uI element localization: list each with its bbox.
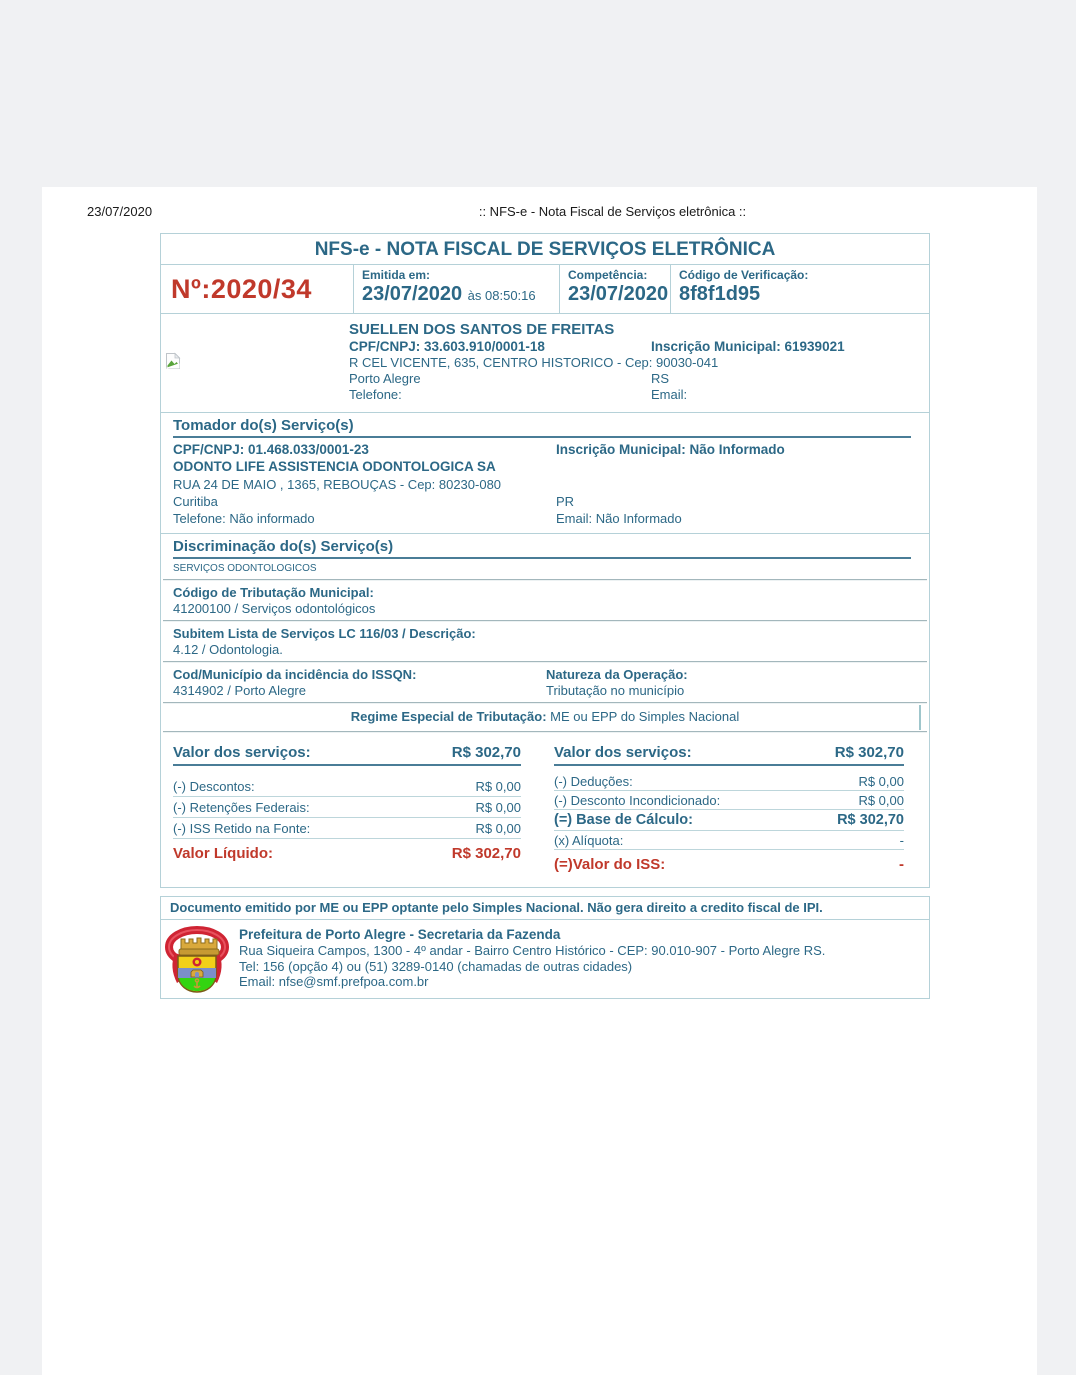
tomador-municipal-registration: Inscrição Municipal: Não Informado: [556, 442, 785, 457]
invoice-number: Nº:2020/34: [171, 273, 312, 304]
prefeitura-footer: [160, 920, 930, 999]
regime-row: [161, 704, 929, 731]
competence-date: 23/07/2020: [568, 283, 669, 305]
tomador-cpf: CPF/CNPJ: 01.468.033/0001-23: [173, 442, 369, 457]
tomador-section: [161, 412, 929, 533]
provider-city-row: [349, 371, 929, 387]
total-label: (-) Deduções:: [554, 774, 633, 790]
tomador-name: ODONTO LIFE ASSISTENCIA ODONTOLOGICA SA: [173, 459, 496, 475]
tomador-phone: Telefone: Não informado: [173, 511, 315, 527]
total-row: [554, 743, 904, 766]
verification-code: 8f8f1d95: [679, 283, 761, 305]
provider-email: Email:: [651, 387, 688, 402]
provider-municipal-registration: Inscrição Municipal: 61939021: [651, 339, 845, 354]
total-label: (=)Valor do ISS:: [554, 856, 666, 874]
provider-text-block: [349, 321, 929, 403]
total-label: (x) Alíquota:: [554, 833, 624, 849]
total-value: -: [899, 833, 904, 849]
regime-label: Regime Especial de Tributação:: [350, 709, 547, 725]
broken-image-icon: [165, 352, 181, 375]
verification-cell: [670, 265, 929, 313]
provider-contact-row: [349, 387, 929, 403]
provider-phone: Telefone:: [349, 387, 402, 402]
simples-nacional-note: Documento emitido por ME ou EPP optante pelo Simples Nacional. Não gera direito a credito fiscal de IPI.: [160, 896, 930, 920]
issqn-value: 4314902 / Porto Alegre: [173, 683, 306, 699]
tomador-state: PR: [556, 493, 575, 509]
services-heading: Discriminação do(s) Serviço(s): [173, 538, 911, 559]
total-row: [554, 772, 904, 791]
tomador-city: Curitiba: [173, 493, 218, 509]
total-row: [173, 743, 521, 766]
footer-address: Rua Siqueira Campos, 1300 - 4º andar - Bairro Centro Histórico - CEP: 90.010-907 - Porto Alegre RS.: [239, 943, 826, 959]
total-row-base-calculo: [554, 810, 904, 831]
issqn-col: [173, 667, 917, 699]
provider-state: RS: [651, 371, 670, 386]
competence-cell: [559, 265, 670, 313]
print-header-date: 23/07/2020: [87, 204, 153, 219]
subitem-label: Subitem Lista de Serviços LC 116/03 / Descrição:: [173, 626, 476, 642]
issued-label: Emitida em:: [362, 268, 431, 282]
print-header-title: :: NFS-e - Nota Fiscal de Serviços eletrônica ::: [478, 204, 747, 219]
invoice-title: NFS-e - NOTA FISCAL DE SERVIÇOS ELETRÔNICA: [314, 239, 776, 260]
provider-name: SUELLEN DOS SANTOS DE FREITAS: [349, 321, 615, 338]
total-row-valor-iss: [554, 850, 904, 873]
total-value: -: [899, 856, 904, 874]
total-label: (-) ISS Retido na Fonte:: [173, 821, 311, 837]
tomador-cpf-row: [173, 441, 917, 458]
footer-email: Email: nfse@smf.prefpoa.com.br: [239, 974, 429, 990]
total-value: R$ 302,70: [837, 812, 904, 829]
total-row: [173, 818, 521, 839]
tomador-heading: Tomador do(s) Serviço(s): [173, 417, 911, 438]
footer-phone: Tel: 156 (opção 4) ou (51) 3289-0140 (chamadas de outras cidades): [239, 958, 633, 974]
tomador-email: Email: Não Informado: [556, 511, 682, 527]
invoice-main-box: [160, 233, 930, 888]
total-value: R$ 0,00: [475, 779, 521, 795]
tributacao-block: [161, 581, 929, 620]
total-value: R$ 302,70: [834, 744, 904, 762]
total-row: [554, 791, 904, 810]
totals-section: [161, 733, 929, 887]
provider-city: Porto Alegre: [349, 371, 421, 386]
tomador-contact-row: [173, 510, 917, 527]
total-value: R$ 0,00: [858, 774, 904, 790]
subitem-block: [161, 622, 929, 661]
issued-value: [362, 282, 551, 308]
total-label: (-) Retenções Federais:: [173, 800, 310, 816]
total-value: R$ 0,00: [475, 800, 521, 816]
total-value: R$ 0,00: [475, 821, 521, 837]
natureza-col: [546, 667, 688, 699]
tomador-city-row: [173, 493, 917, 510]
total-row: [173, 797, 521, 818]
invoice-number-cell: [161, 265, 353, 313]
total-label: (-) Desconto Incondicionado:: [554, 793, 721, 809]
issued-cell: [353, 265, 559, 313]
document-page: [42, 187, 1037, 1375]
porto-alegre-coat-of-arms-icon: [165, 923, 229, 1000]
total-label: (=) Base de Cálculo:: [554, 812, 693, 829]
competence-label: Competência:: [568, 268, 648, 282]
verification-label: Código de Verificação:: [679, 268, 809, 282]
total-row: [554, 831, 904, 850]
service-description: SERVIÇOS ODONTOLOGICOS: [173, 563, 317, 575]
issqn-label: Cod/Município da incidência do ISSQN:: [173, 667, 417, 683]
totals-right-column: [554, 743, 904, 873]
tomador-address: RUA 24 DE MAIO , 1365, REBOUÇAS - Cep: 80230-080: [173, 476, 502, 492]
total-label: Valor Líquido:: [173, 845, 273, 863]
tributacao-label: Código de Tributação Municipal:: [173, 585, 374, 601]
natureza-label: Natureza da Operação:: [546, 667, 688, 683]
totals-left-column: [173, 743, 521, 873]
provider-cpf: CPF/CNPJ: 33.603.910/0001-18: [349, 339, 545, 354]
tributacao-value: 41200100 / Serviços odontológicos: [173, 601, 376, 617]
issued-date: 23/07/2020: [362, 283, 463, 305]
provider-cpf-row: [349, 339, 929, 355]
services-section: [161, 533, 929, 579]
issued-time: às 08:50:16: [467, 288, 536, 303]
regime-value: ME ou EPP do Simples Nacional: [546, 709, 740, 725]
footer-org: Prefeitura de Porto Alegre - Secretaria da Fazenda: [239, 927, 561, 943]
total-label: Valor dos serviços:: [173, 744, 311, 762]
nfse-invoice: [160, 233, 930, 999]
provider-address: R CEL VICENTE, 635, CENTRO HISTORICO - Cep: 90030-041: [349, 355, 719, 370]
provider-section: [161, 313, 929, 412]
subitem-value: 4.12 / Odontologia.: [173, 642, 283, 658]
total-value: R$ 0,00: [858, 793, 904, 809]
total-row-valor-liquido: [173, 839, 521, 862]
invoice-header-row: [161, 264, 929, 313]
total-row: [173, 776, 521, 797]
natureza-value: Tributação no município: [546, 683, 685, 699]
total-label: Valor dos serviços:: [554, 744, 692, 762]
total-label: (-) Descontos:: [173, 779, 255, 795]
total-value: R$ 302,70: [451, 845, 521, 863]
issqn-block: [161, 663, 929, 702]
total-value: R$ 302,70: [451, 744, 521, 762]
scrollbar[interactable]: [919, 705, 921, 730]
